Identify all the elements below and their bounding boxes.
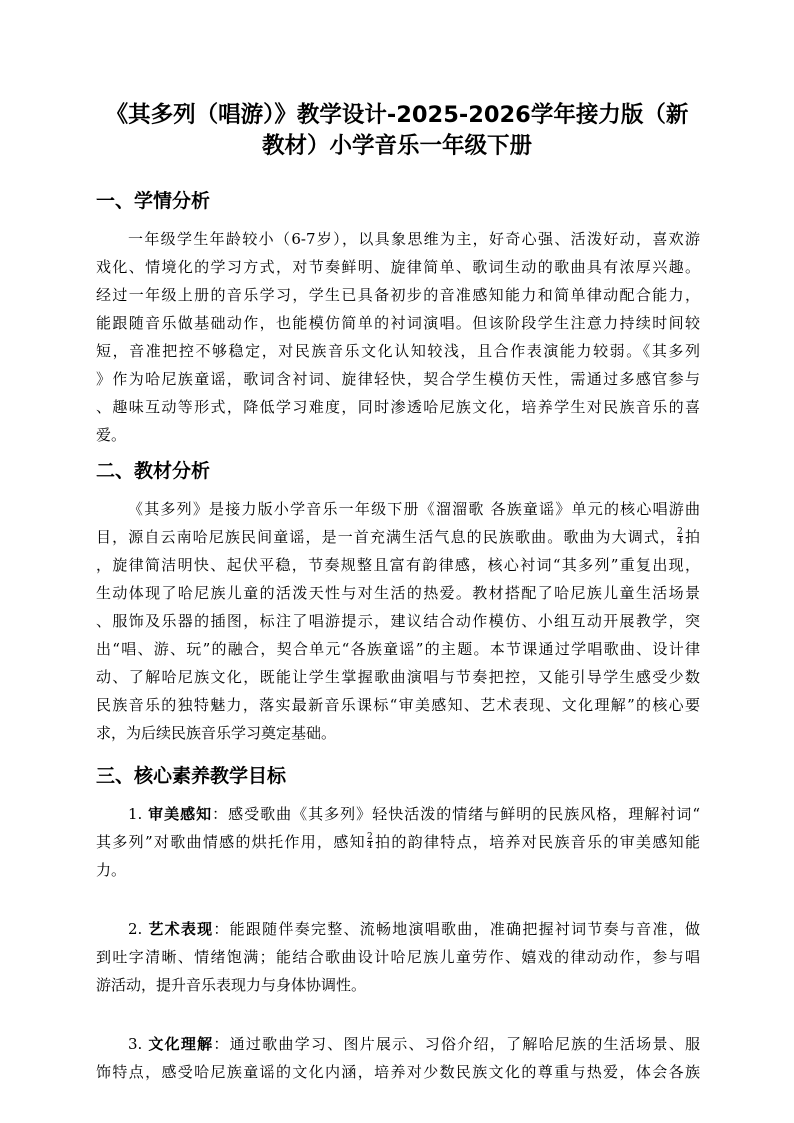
paragraph-line: 短，音准把控不够稳定，对民族音乐文化认知较浅，且合作表演能力较弱。《其多列 [96,342,700,360]
goal-1-line [128,800,700,828]
goal-number: 1. [128,805,149,823]
line-text: ：感受歌曲《其多列》轻快活泼的情绪与鲜明的民族风格，理解衬词“ [212,805,700,823]
paragraph-line: 饰特点，感受哈尼族童谣的文化内涵，培养对少数民族文化的尊重与热爱，体会各族 [96,1063,700,1081]
paragraph-line: 能跟随音乐做基础动作，也能模仿简单的衬词演唱。但该阶段学生注意力持续时间较 [96,314,700,332]
section-heading-learner-analysis: 一、学情分析 [96,190,211,212]
goal-label: 审美感知 [148,805,213,823]
fraction-denominator: 4 [367,840,373,851]
paragraph-line: 《其多列》是接力版小学音乐一年级下册《溜溜歌 各族童谣》单元的核心唱游曲 [128,500,700,518]
fraction-numerator: 2 [367,831,373,842]
paragraph-line [96,828,700,856]
goal-2-line [128,915,700,943]
paragraph-line: 爱。 [96,426,127,444]
section-heading-textbook-analysis: 二、教材分析 [96,460,211,482]
paragraph-line: 一年级学生年龄较小（6-7岁），以具象思维为主，好奇心强、活泼好动，喜欢游 [128,230,700,248]
goal-number: 3. [128,1035,149,1053]
line-text: 目，源自云南哈尼族民间童谣，是一首充满生活气息的民族歌曲。歌曲为大调式， [96,528,677,546]
paragraph-line: 动、了解哈尼族文化，既能让学生掌握歌曲演唱与节奏把控，又能引导学生感受少数 [96,668,700,686]
paragraph-line: 戏化、情境化的学习方式，对节奏鲜明、旋律简单、歌词生动的歌曲具有浓厚兴趣。 [96,258,700,276]
title-line-2: 教材）小学音乐一年级下册 [261,133,532,159]
goal-number: 2. [128,920,149,938]
document-title [92,100,702,162]
paragraph-line: 出“唱、游、玩”的融合，契合单元“各族童谣”的主题。本节课通过学唱歌曲、设计律 [96,640,700,658]
paragraph-line: 游活动，提升音乐表现力与身体协调性。 [96,976,367,994]
goal-label: 文化理解 [148,1035,214,1053]
line-text: 拍 [683,528,700,546]
paragraph-line [96,523,700,551]
paragraph-line: 经过一年级上册的音乐学习，学生已具备初步的音准感知能力和简单律动配合能力， [96,286,700,304]
paragraph-line: 力。 [96,861,127,879]
paragraph-line: 民族音乐的独特魅力，落实最新音乐课标“审美感知、艺术表现、文化理解”的核心要 [96,696,700,714]
goal-label: 艺术表现 [148,920,214,938]
paragraph-line: ，旋律简洁明快、起伏平稳，节奏规整且富有韵律感，核心衬词“其多列”重复出现， [96,556,700,574]
paragraph-line: 、服饰及乐器的插图，标注了唱游提示，建议结合动作模仿、小组互动开展教学，突 [96,612,700,630]
paragraph-line: 、趣味互动等形式，降低学习难度，同时渗透哈尼族文化，培养学生对民族音乐的喜 [96,398,700,416]
fraction-denominator: 4 [677,535,683,546]
fraction-numerator: 2 [677,526,683,537]
line-text: ：能跟随伴奏完整、流畅地演唱歌曲，准确把握衬词节奏与音准，做 [213,920,700,938]
time-signature-fraction [367,833,373,850]
line-text: ：通过歌曲学习、图片展示、习俗介绍，了解哈尼族的生活场景、服 [213,1035,700,1053]
line-text: 其多列”对歌曲情感的烘托作用，感知 [96,833,366,851]
title-line-1: 《其多列（唱游）》教学设计-2025-2026学年接力版（新 [105,102,689,128]
line-text: 拍的韵律特点，培养对民族音乐的审美感知能 [373,833,700,851]
time-signature-fraction [677,528,683,545]
paragraph-line: 求，为后续民族音乐学习奠定基础。 [96,724,337,742]
paragraph-line: 》作为哈尼族童谣，歌词含衬词、旋律轻快，契合学生模仿天性，需通过多感官参与 [96,370,700,388]
paragraph-line: 到吐字清晰、情绪饱满；能结合歌曲设计哈尼族儿童劳作、嬉戏的律动动作，参与唱 [96,948,700,966]
paragraph-line: 生动体现了哈尼族儿童的活泼天性与对生活的热爱。教材搭配了哈尼族儿童生活场景 [96,584,700,602]
section-heading-core-literacy-goals: 三、核心素养教学目标 [96,765,287,787]
goal-3-line [128,1030,700,1058]
